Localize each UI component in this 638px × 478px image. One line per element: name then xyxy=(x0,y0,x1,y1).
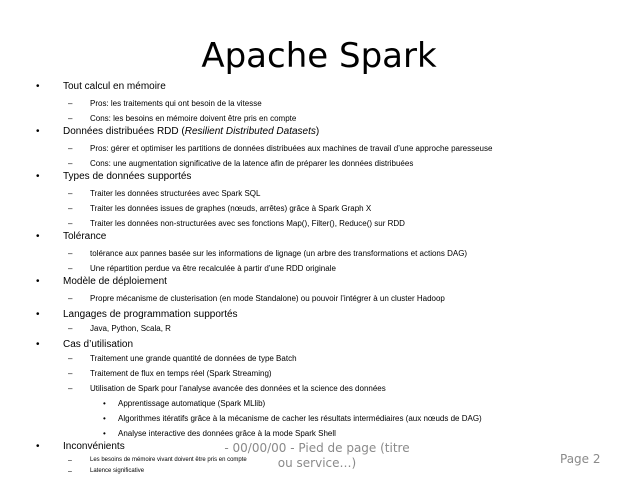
bullet-text: Apprentissage automatique (Spark MLlib) xyxy=(118,399,266,408)
slide-title: Apache Spark xyxy=(201,36,437,76)
bullet-marker: – xyxy=(68,144,73,153)
bullet-text: Traiter les données non-structurées avec ses fonctions Map(), Filter(), Reduce() sur RDD xyxy=(90,219,405,228)
bullet-text: Tout calcul en mémoire xyxy=(63,81,166,92)
bullet-text: Pros: gérer et optimiser les partitions de données distribuées aux machines de travail d’une approche paresseuse xyxy=(90,144,493,153)
bullet-text: Types de données supportés xyxy=(63,171,192,182)
bullet-marker: • xyxy=(103,429,106,438)
bullet-text: Modèle de déploiement xyxy=(63,276,167,287)
bullet-marker: – xyxy=(68,249,73,258)
bullet-marker: – xyxy=(68,369,73,378)
bullet-marker: • xyxy=(103,414,106,423)
bullet-text: Cons: une augmentation significative de la latence afin de préparer les données distribuées xyxy=(90,159,414,168)
bullet-marker: – xyxy=(68,159,73,168)
bullet-marker: – xyxy=(68,204,73,213)
bullet-text: Algorithmes itératifs grâce à la mécanisme de cacher les résultats intermédiaires (aux nœuds de DAG) xyxy=(118,414,482,423)
bullet-marker: – xyxy=(68,468,72,475)
bullet-marker: – xyxy=(68,189,73,198)
bullet-marker: – xyxy=(68,354,73,363)
bullet-text: Cons: les besoins en mémoire doivent être pris en compte xyxy=(90,114,297,123)
bullet-marker: • xyxy=(36,276,40,287)
bullet-marker: – xyxy=(68,99,73,108)
bullet-text: Pros: les traitements qui ont besoin de la vitesse xyxy=(90,99,262,108)
bullet-marker: • xyxy=(36,231,40,242)
bullet-marker: – xyxy=(68,264,73,273)
bullet-text: Latence significative xyxy=(90,468,145,474)
bullet-text: Traitement une grande quantité de données de type Batch xyxy=(90,354,297,363)
bullet-text: Inconvénients xyxy=(63,441,125,452)
bullet-marker: • xyxy=(36,171,40,182)
page-number: Page 2 xyxy=(560,452,601,466)
bullet-text: Utilisation de Spark pour l’analyse avancée des données et la science des données xyxy=(90,384,386,393)
bullet-marker: – xyxy=(68,457,72,464)
bullet-text: Données distribuées RDD (Resilient Distributed Datasets) xyxy=(63,126,320,137)
bullet-marker: • xyxy=(36,126,40,137)
bullet-marker: • xyxy=(36,441,40,452)
bullet-text: Une répartition perdue va être recalculée à partir d’une RDD originale xyxy=(90,264,336,273)
bullet-text: Propre mécanisme de clusterisation (en mode Standalone) ou pouvoir l’intégrer à un cluster Hadoop xyxy=(90,294,445,303)
bullet-text: Traiter les données issues de graphes (nœuds, arrêtes) grâce à Spark Graph X xyxy=(90,204,372,213)
bullet-marker: • xyxy=(103,399,106,408)
bullet-marker: – xyxy=(68,114,73,123)
bullet-marker: – xyxy=(68,219,73,228)
bullet-marker: • xyxy=(36,309,40,320)
bullet-marker: – xyxy=(68,384,73,393)
bullet-text: Traiter les données structurées avec Spark SQL xyxy=(90,189,261,198)
bullet-text: Langages de programmation supportés xyxy=(63,309,238,320)
bullet-text: Analyse interactive des données grâce à la mode Spark Shell xyxy=(118,429,336,438)
bullet-text: Cas d’utilisation xyxy=(63,339,134,350)
bullet-text: Java, Python, Scala, R xyxy=(90,324,171,333)
bullet-text: Tolérance xyxy=(63,231,107,242)
bullet-marker: • xyxy=(36,339,40,350)
bullet-marker: – xyxy=(68,294,73,303)
bullet-text: Les besoins de mémoire vivant doivent être pris en compte xyxy=(90,457,247,463)
bullet-marker: • xyxy=(36,81,40,92)
bullet-text: tolérance aux pannes basée sur les informations de lignage (un arbre des transformations et actions DAG) xyxy=(90,249,468,258)
bullet-marker: – xyxy=(68,324,73,333)
slide-footer: - 00/00/00 - Pied de page (titre ou service…) xyxy=(224,441,410,470)
bullet-text: Traitement de flux en temps réel (Spark Streaming) xyxy=(90,369,272,378)
